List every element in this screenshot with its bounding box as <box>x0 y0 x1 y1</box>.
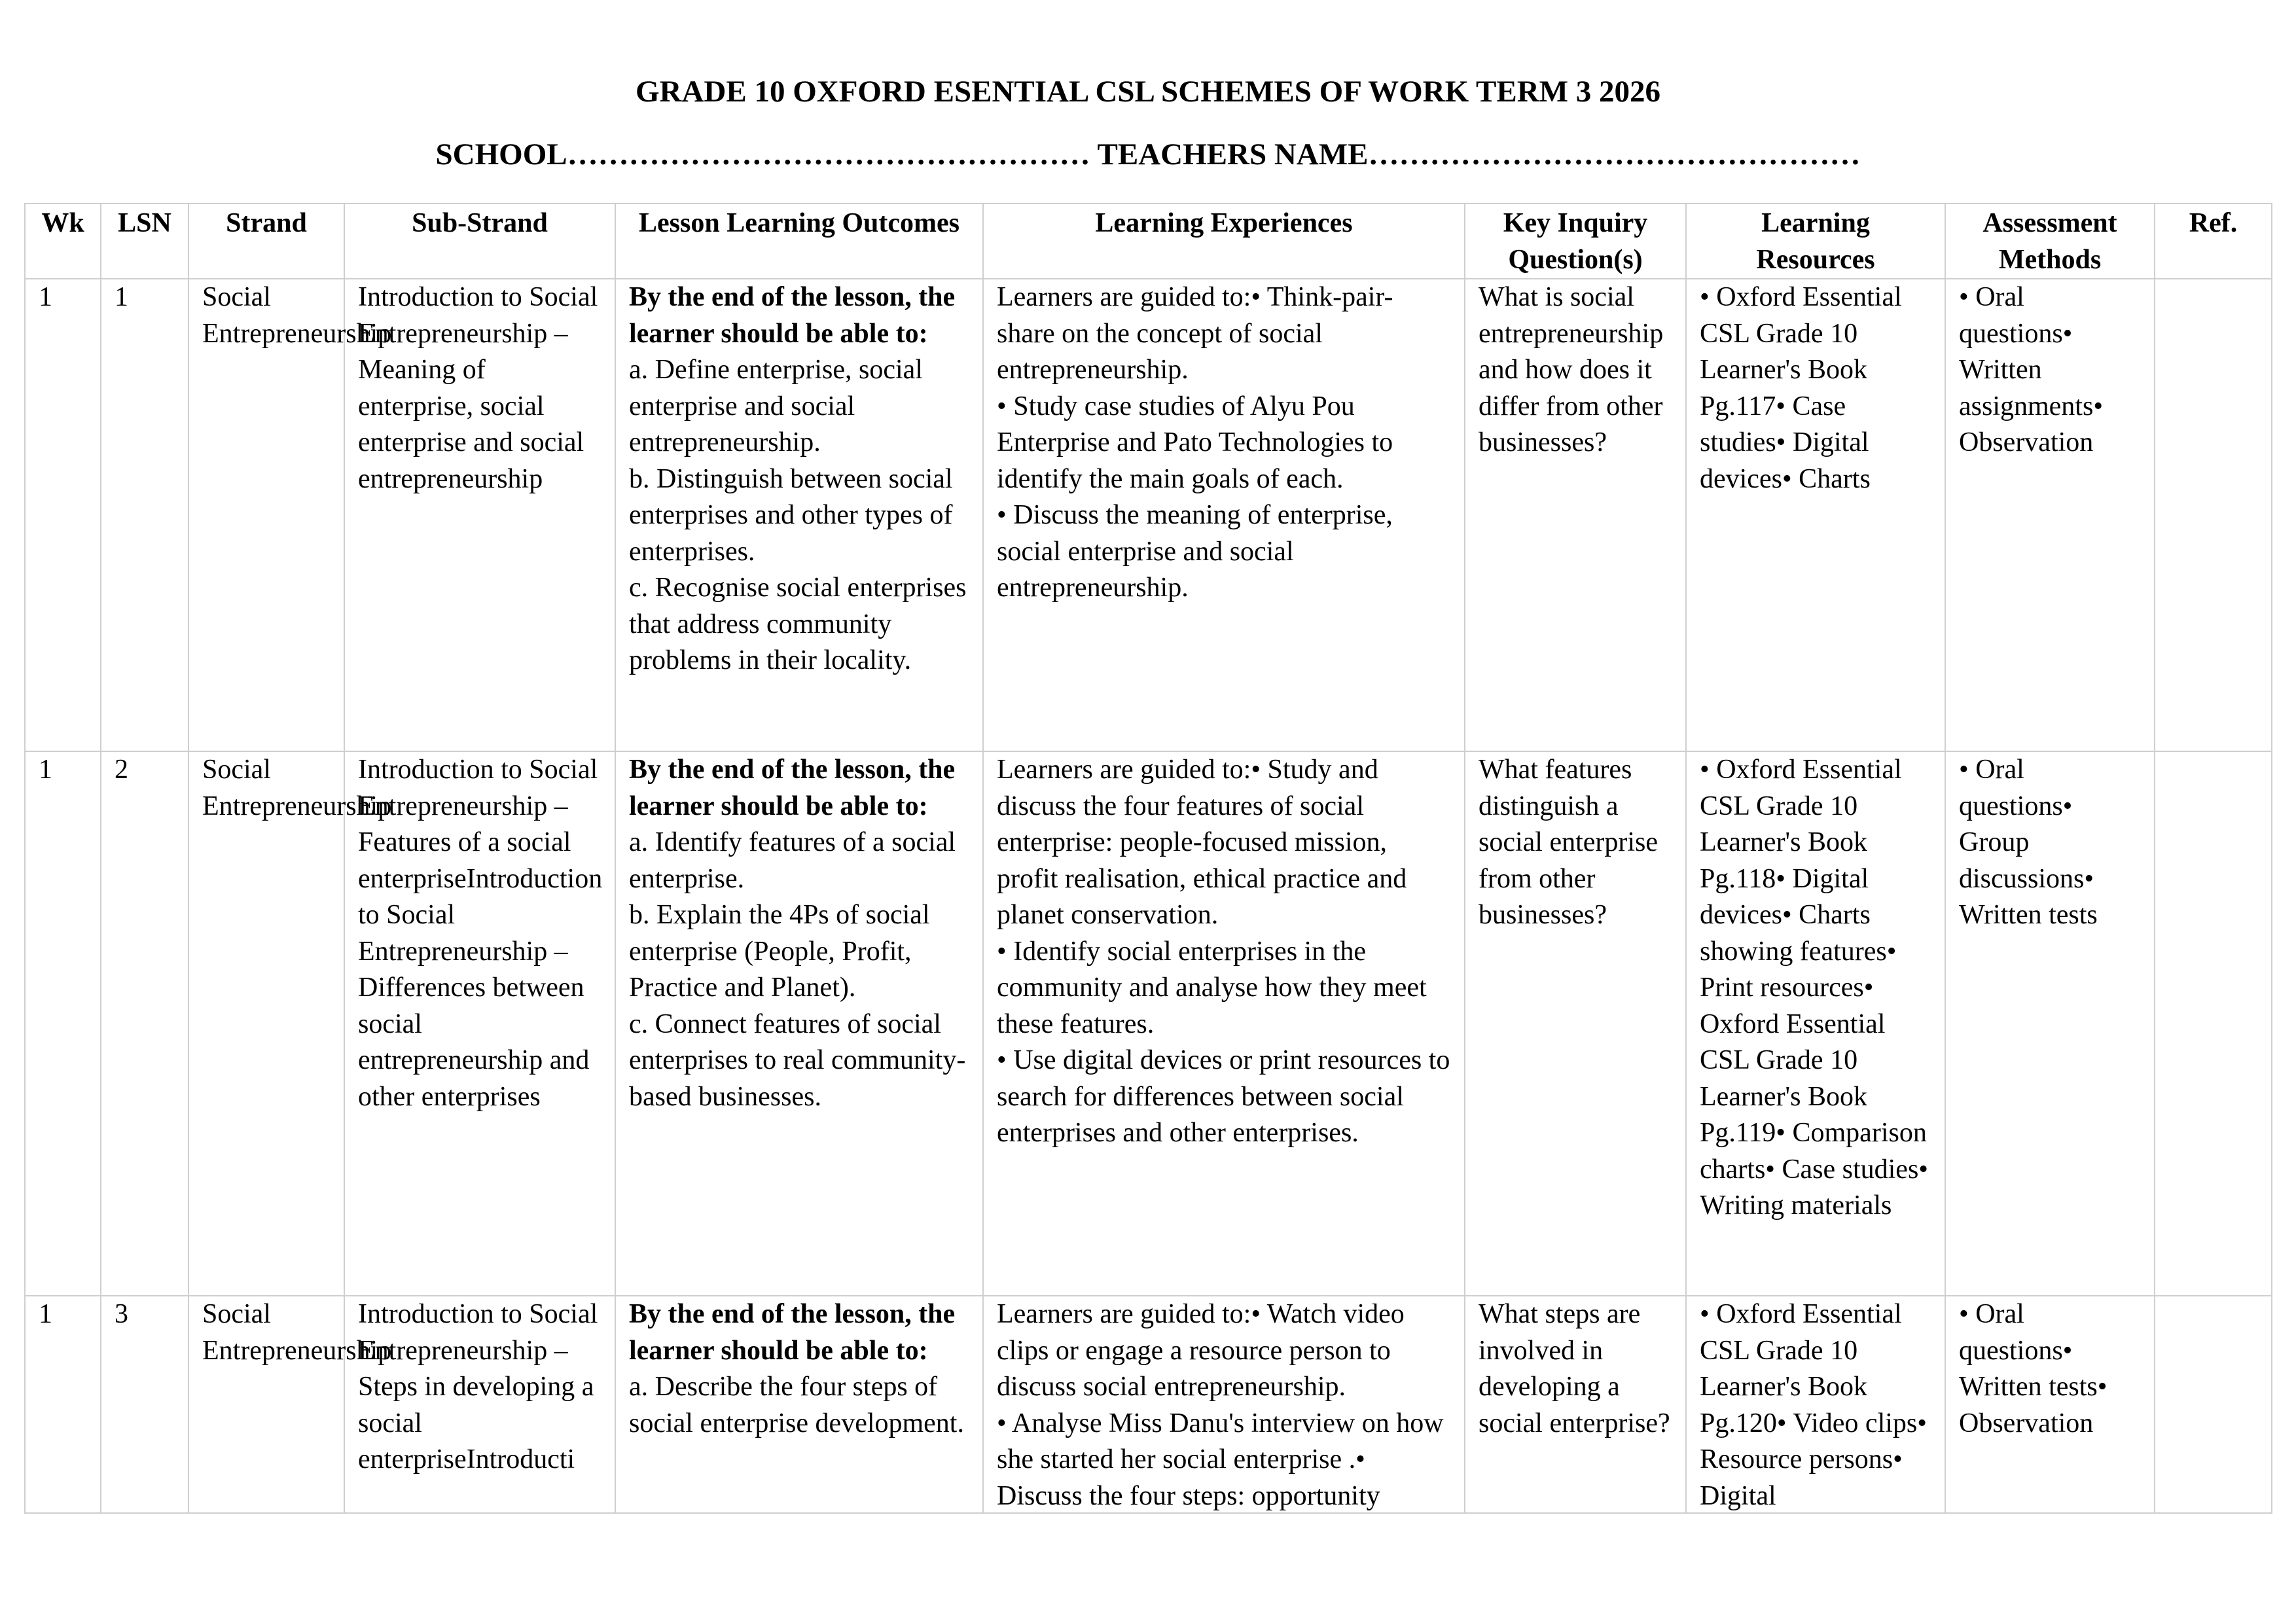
col-header-wk: Wk <box>25 204 101 279</box>
cell-ref <box>2155 279 2272 751</box>
cell-wk: 1 <box>25 279 101 751</box>
scheme-table <box>24 203 2272 1514</box>
cell-outcomes <box>615 1296 983 1513</box>
outcome-item: b. Distinguish between social enterprises and other types of enterprises. <box>629 463 953 567</box>
experience-item: • Analyse Miss Danu's interview on how she started her social enterprise .• Discuss the four steps: opportunity <box>997 1408 1444 1511</box>
cell-lsn: 2 <box>101 751 188 1296</box>
table-row <box>25 1296 2272 1513</box>
col-header-resources: Learning Resources <box>1686 204 1945 279</box>
experience-item: Learners are guided to:• Study and discuss the four features of social enterprise: people-focused mission, profit realisation, ethical practice and planet conservation. <box>997 755 1407 930</box>
cell-text: Introduction to Social Entrepreneurship – Steps in developing a social enterpriseIntroducti <box>358 1299 598 1474</box>
table-header-row <box>25 204 2272 279</box>
cell-text: What steps are involved in developing a social enterprise? <box>1479 1299 1670 1438</box>
table-row <box>25 279 2272 751</box>
cell-strand: Social Entrepreneurship <box>188 279 344 751</box>
outcomes-intro: By the end of the lesson, the learner should be able to: <box>629 1299 956 1366</box>
cell-assessment: • Oral questions• Written assignments• Observation <box>1945 279 2155 751</box>
outcome-item: b. Explain the 4Ps of social enterprise (People, Profit, Practice and Planet). <box>629 900 930 1003</box>
cell-assessment <box>1945 1296 2155 1513</box>
cell-text: Social Entrepreneurship <box>202 1299 392 1366</box>
experiences-clip <box>997 1296 1451 1512</box>
col-header-outcomes: Lesson Learning Outcomes <box>615 204 983 279</box>
cell-ref <box>2155 751 2272 1296</box>
outcome-item: c. Connect features of social enterprises to real community-based businesses. <box>629 1008 966 1112</box>
outcomes-clip <box>629 1296 969 1512</box>
col-header-inquiry: Key Inquiry Question(s) <box>1465 204 1686 279</box>
table-row <box>25 751 2272 1296</box>
document-title: GRADE 10 OXFORD ESENTIAL CSL SCHEMES OF WORK TERM 3 2026 <box>635 75 1661 109</box>
cell-text: • Oxford Essential CSL Grade 10 Learner's Book Pg.120• Video clips• Resource persons• Digital <box>1700 1299 1927 1511</box>
cell-inquiry: What is social entrepreneurship and how does it differ from other businesses? <box>1465 279 1686 751</box>
cell-strand <box>188 1296 392 1513</box>
col-header-ref: Ref. <box>2155 204 2272 279</box>
cell-strand: Social Entrepreneurship <box>188 751 344 1296</box>
experience-item: • Discuss the meaning of enterprise, social enterprise and social entrepreneurship. <box>997 500 1393 603</box>
cell-sub-strand <box>344 1296 615 1513</box>
experience-item: • Study case studies of Alyu Pou Enterprise and Pato Technologies to identify the main goals of each. <box>997 391 1393 494</box>
cell-lsn: 1 <box>101 279 188 751</box>
cell-ref <box>2155 1296 2272 1513</box>
experience-item: • Identify social enterprises in the community and analyse how they meet these features. <box>997 936 1427 1039</box>
experience-item: Learners are guided to:• Think-pair-share on the concept of social entrepreneurship. <box>997 282 1393 385</box>
outcome-item: c. Recognise social enterprises that address community problems in their locality. <box>629 573 967 675</box>
outcome-item: a. Define enterprise, social enterprise and social entrepreneurship. <box>629 355 923 457</box>
cell-inquiry: What features distinguish a social enterprise from other businesses? <box>1465 751 1686 1296</box>
cell-text: 1 <box>39 1299 52 1329</box>
cell-experiences <box>983 1296 1465 1513</box>
cell-experiences <box>983 751 1465 1296</box>
col-header-strand: Strand <box>188 204 344 279</box>
col-header-assessment: Assessment Methods <box>1945 204 2155 279</box>
cell-resources: • Oxford Essential CSL Grade 10 Learner's Book Pg.117• Case studies• Digital devices• Charts <box>1686 279 1945 751</box>
cell-text <box>2168 1296 2258 1512</box>
cell-text: • Oral questions• Written tests• Observation <box>1959 1299 2108 1438</box>
cell-resources <box>1686 1296 1945 1513</box>
cell-sub-strand: Introduction to Social Entrepreneurship – Meaning of enterprise, social enterprise and social entrepreneurship <box>344 279 615 751</box>
cell-inquiry <box>1465 1296 1686 1513</box>
col-header-lsn: LSN <box>101 204 188 279</box>
outcome-item: a. Identify features of a social enterprise. <box>629 827 956 894</box>
cell-outcomes <box>615 279 983 751</box>
cell-assessment: • Oral questions• Group discussions• Written tests <box>1945 751 2155 1296</box>
outcome-item: a. Describe the four steps of social enterprise development. <box>629 1372 964 1438</box>
cell-experiences <box>983 279 1465 751</box>
cell-wk: 1 <box>25 751 101 1296</box>
col-header-sub-strand: Sub-Strand <box>344 204 615 279</box>
cell-sub-strand: Introduction to Social Entrepreneurship – Features of a social enterpriseIntroduction to Social Entrepreneurship – Differences between social entrepreneurship and other enterprises <box>344 751 615 1296</box>
school-teacher-line: SCHOOL…………………………………………… TEACHERS NAME………………………………………… <box>435 137 1861 171</box>
cell-text: 3 <box>115 1299 128 1329</box>
cell-resources: • Oxford Essential CSL Grade 10 Learner's Book Pg.118• Digital devices• Charts showing features• Print resources• Oxford Essential CSL Grade 10 Learner's Book Pg.119• Comparison charts• Case studies• Writing materials <box>1686 751 1945 1296</box>
col-header-experiences: Learning Experiences <box>983 204 1465 279</box>
cell-wk <box>25 1296 101 1513</box>
outcomes-intro: By the end of the lesson, the learner should be able to: <box>629 755 956 821</box>
cell-outcomes <box>615 751 983 1296</box>
outcomes-intro: By the end of the lesson, the learner should be able to: <box>629 282 956 349</box>
experience-item: Learners are guided to:• Watch video clips or engage a resource person to discuss social entrepreneurship. <box>997 1299 1405 1402</box>
cell-lsn <box>101 1296 188 1513</box>
experience-item: • Use digital devices or print resources to search for differences between social enterprises and other enterprises. <box>997 1045 1450 1148</box>
